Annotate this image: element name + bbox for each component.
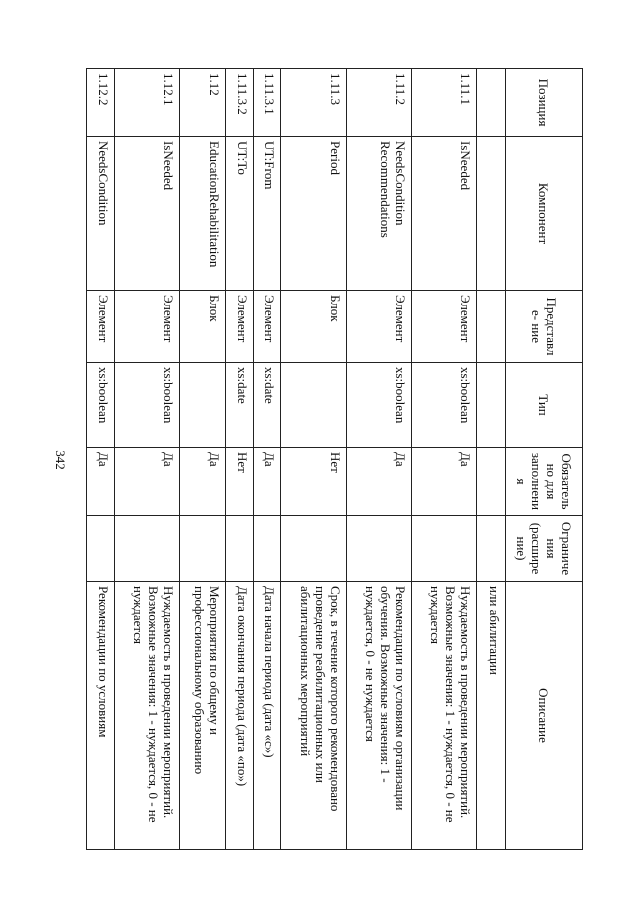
table-cell: [114, 516, 179, 582]
table-cell: Элемент: [87, 291, 115, 363]
table-row: [477, 69, 506, 850]
table-cell: xs:boolean: [87, 363, 115, 448]
column-header: Тип: [506, 363, 583, 448]
table-cell: [281, 516, 346, 582]
table-cell: Да: [87, 448, 115, 516]
column-header: Представле- ние: [506, 291, 583, 363]
table-cell: Элемент: [253, 291, 281, 363]
table-cell: [253, 516, 281, 582]
table-cell: Элемент: [411, 291, 476, 363]
table-cell: 1.11.2: [346, 69, 411, 137]
table-cell: [87, 516, 115, 582]
table-cell: Срок, в течение которого рекомендовано проведение реабилитационных или абилитационных мероприятий: [281, 582, 346, 850]
table-cell: Да: [346, 448, 411, 516]
table-cell: NeedsCondition Recommendations: [346, 137, 411, 291]
table-cell: Блок: [179, 291, 225, 363]
table-cell: IsNeeded: [411, 137, 476, 291]
table-cell: Элемент: [346, 291, 411, 363]
table-cell: [346, 516, 411, 582]
table-cell: [226, 516, 254, 582]
table-row: [87, 69, 115, 850]
table-cell: 1.11.1: [411, 69, 476, 137]
table-cell: IsNeeded: [114, 137, 179, 291]
table-cell: xs:boolean: [114, 363, 179, 448]
table-cell: [477, 69, 506, 137]
page-number: 342: [52, 450, 68, 470]
column-header: Позиция: [506, 69, 583, 137]
table-cell: или абилитации: [477, 582, 506, 850]
table-cell: Дата окончания периода (дата «по»): [226, 582, 254, 850]
schema-table: [86, 68, 583, 850]
table-row: [281, 69, 346, 850]
table-cell: [477, 448, 506, 516]
table-cell: Блок: [281, 291, 346, 363]
table-cell: [477, 363, 506, 448]
column-header: Описание: [506, 582, 583, 850]
table-cell: xs:date: [226, 363, 254, 448]
table-cell: Рекомендации по условиям организации обучения. Возможные значения: 1 - нуждается, 0 - не нуждается: [346, 582, 411, 850]
table-cell: xs:boolean: [346, 363, 411, 448]
table-header-row: [506, 69, 583, 850]
table-row: [226, 69, 254, 850]
table-row: [114, 69, 179, 850]
table-cell: Элемент: [114, 291, 179, 363]
table-cell: UT:To: [226, 137, 254, 291]
table-cell: 1.12.2: [87, 69, 115, 137]
table-row: [253, 69, 281, 850]
table-row: [346, 69, 411, 850]
table-cell: [281, 363, 346, 448]
table-cell: [477, 137, 506, 291]
table-cell: [477, 516, 506, 582]
table-cell: Да: [179, 448, 225, 516]
table-row: [411, 69, 476, 850]
column-header: Ограничения (расширение): [506, 516, 583, 582]
table-cell: [179, 363, 225, 448]
table-cell: xs:date: [253, 363, 281, 448]
table-cell: Нет: [226, 448, 254, 516]
table-cell: Да: [411, 448, 476, 516]
table-cell: NeedsCondition: [87, 137, 115, 291]
table-cell: xs:boolean: [411, 363, 476, 448]
table-cell: Рекомендации по условиям: [87, 582, 115, 850]
table-cell: EducationRehabilitation: [179, 137, 225, 291]
table-cell: Нет: [281, 448, 346, 516]
table-cell: 1.11.3.2: [226, 69, 254, 137]
table-cell: [411, 516, 476, 582]
table-cell: Дата начала периода (дата «с»): [253, 582, 281, 850]
table-cell: Нуждаемость в проведении мероприятий. Возможные значения: 1 - нуждается, 0 - не нуждается: [411, 582, 476, 850]
table-row: [179, 69, 225, 850]
column-header: Обязательно для заполнения: [506, 448, 583, 516]
column-header: Компонент: [506, 137, 583, 291]
table-cell: Мероприятия по общему и профессиональному образованию: [179, 582, 225, 850]
table-cell: Да: [253, 448, 281, 516]
table-cell: Элемент: [226, 291, 254, 363]
table-cell: 1.11.3.1: [253, 69, 281, 137]
table-cell: Period: [281, 137, 346, 291]
table-cell: UT:From: [253, 137, 281, 291]
rotated-table-container: [86, 68, 583, 849]
table-cell: Нуждаемость в проведении мероприятий. Возможные значения: 1 - нуждается, 0 - не нуждается: [114, 582, 179, 850]
table-cell: Да: [114, 448, 179, 516]
table-cell: [179, 516, 225, 582]
table-cell: [477, 291, 506, 363]
table-cell: 1.12: [179, 69, 225, 137]
table-cell: 1.11.3: [281, 69, 346, 137]
table-cell: 1.12.1: [114, 69, 179, 137]
